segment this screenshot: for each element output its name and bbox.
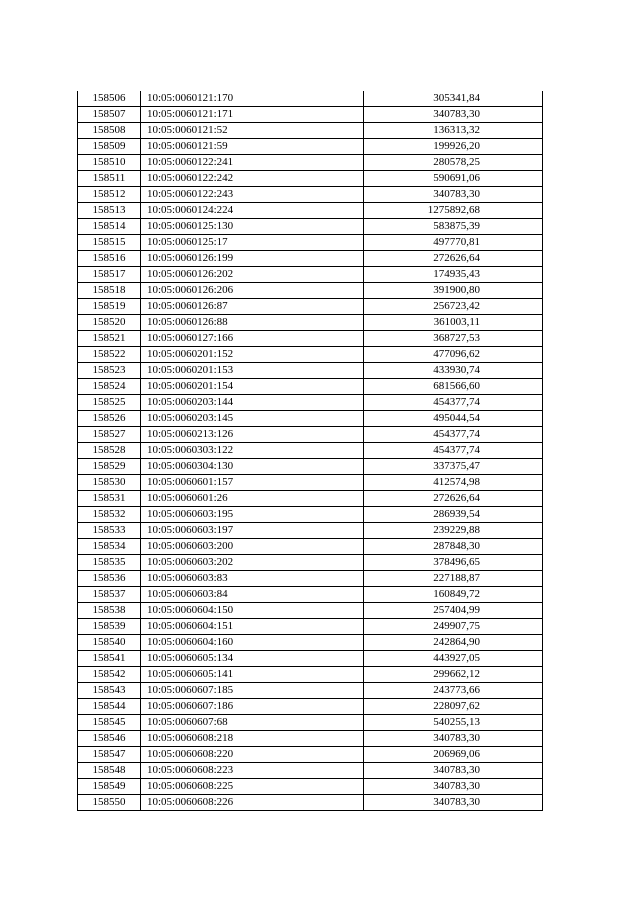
cadastral-value-cell: 340783,30 <box>364 795 543 811</box>
row-number-cell: 158517 <box>78 267 141 283</box>
cadastral-value-cell: 206969,06 <box>364 747 543 763</box>
cadastral-value-cell: 242864,90 <box>364 635 543 651</box>
table-row <box>78 315 543 331</box>
cadastral-value-cell: 495044,54 <box>364 411 543 427</box>
cadastral-value-cell: 681566,60 <box>364 379 543 395</box>
cadastral-number-cell: 10:05:0060604:160 <box>141 635 364 651</box>
row-number-cell: 158511 <box>78 171 141 187</box>
cadastral-number-cell: 10:05:0060126:88 <box>141 315 364 331</box>
table-row <box>78 203 543 219</box>
cadastral-number-cell: 10:05:0060603:84 <box>141 587 364 603</box>
cadastral-number-cell: 10:05:0060127:166 <box>141 331 364 347</box>
row-number-cell: 158516 <box>78 251 141 267</box>
cadastral-number-cell: 10:05:0060603:197 <box>141 523 364 539</box>
cadastral-value-cell: 160849,72 <box>364 587 543 603</box>
table-row <box>78 763 543 779</box>
table-row <box>78 347 543 363</box>
row-number-cell: 158527 <box>78 427 141 443</box>
cadastral-value-cell: 433930,74 <box>364 363 543 379</box>
table-row <box>78 427 543 443</box>
table-body <box>78 91 543 811</box>
cadastral-number-cell: 10:05:0060122:242 <box>141 171 364 187</box>
table-row <box>78 251 543 267</box>
cadastral-value-cell: 257404,99 <box>364 603 543 619</box>
row-number-cell: 158550 <box>78 795 141 811</box>
cadastral-number-cell: 10:05:0060603:83 <box>141 571 364 587</box>
cadastral-value-cell: 272626,64 <box>364 491 543 507</box>
cadastral-value-cell: 299662,12 <box>364 667 543 683</box>
row-number-cell: 158520 <box>78 315 141 331</box>
cadastral-value-cell: 287848,30 <box>364 539 543 555</box>
table-row <box>78 523 543 539</box>
row-number-cell: 158526 <box>78 411 141 427</box>
table-row <box>78 139 543 155</box>
cadastral-number-cell: 10:05:0060122:241 <box>141 155 364 171</box>
cadastral-value-cell: 239229,88 <box>364 523 543 539</box>
cadastral-number-cell: 10:05:0060126:87 <box>141 299 364 315</box>
cadastral-number-cell: 10:05:0060601:26 <box>141 491 364 507</box>
table-row <box>78 779 543 795</box>
cadastral-number-cell: 10:05:0060124:224 <box>141 203 364 219</box>
cadastral-value-cell: 340783,30 <box>364 763 543 779</box>
cadastral-value-cell: 412574,98 <box>364 475 543 491</box>
table-row <box>78 331 543 347</box>
row-number-cell: 158521 <box>78 331 141 347</box>
table-row <box>78 747 543 763</box>
row-number-cell: 158543 <box>78 683 141 699</box>
row-number-cell: 158528 <box>78 443 141 459</box>
table-row <box>78 411 543 427</box>
cadastral-value-cell: 199926,20 <box>364 139 543 155</box>
row-number-cell: 158525 <box>78 395 141 411</box>
cadastral-number-cell: 10:05:0060601:157 <box>141 475 364 491</box>
cadastral-value-cell: 256723,42 <box>364 299 543 315</box>
table-row <box>78 587 543 603</box>
cadastral-value-cell: 340783,30 <box>364 779 543 795</box>
cadastral-value-cell: 340783,30 <box>364 187 543 203</box>
row-number-cell: 158507 <box>78 107 141 123</box>
cadastral-value-cell: 227188,87 <box>364 571 543 587</box>
cadastral-number-cell: 10:05:0060125:17 <box>141 235 364 251</box>
cadastral-number-cell: 10:05:0060121:171 <box>141 107 364 123</box>
cadastral-number-cell: 10:05:0060203:145 <box>141 411 364 427</box>
table-row <box>78 459 543 475</box>
cadastral-value-cell: 286939,54 <box>364 507 543 523</box>
cadastral-value-cell: 454377,74 <box>364 443 543 459</box>
cadastral-number-cell: 10:05:0060126:206 <box>141 283 364 299</box>
row-number-cell: 158530 <box>78 475 141 491</box>
table-row <box>78 379 543 395</box>
table-row <box>78 299 543 315</box>
row-number-cell: 158509 <box>78 139 141 155</box>
row-number-cell: 158546 <box>78 731 141 747</box>
cadastral-number-cell: 10:05:0060126:202 <box>141 267 364 283</box>
table-row <box>78 683 543 699</box>
cadastral-number-cell: 10:05:0060121:170 <box>141 91 364 107</box>
cadastral-value-cell: 368727,53 <box>364 331 543 347</box>
cadastral-value-cell: 497770,81 <box>364 235 543 251</box>
cadastral-number-cell: 10:05:0060125:130 <box>141 219 364 235</box>
cadastral-value-cell: 228097,62 <box>364 699 543 715</box>
row-number-cell: 158522 <box>78 347 141 363</box>
cadastral-value-table <box>77 91 543 811</box>
table-row <box>78 363 543 379</box>
cadastral-value-cell: 337375,47 <box>364 459 543 475</box>
row-number-cell: 158542 <box>78 667 141 683</box>
row-number-cell: 158506 <box>78 91 141 107</box>
cadastral-value-cell: 340783,30 <box>364 731 543 747</box>
row-number-cell: 158539 <box>78 619 141 635</box>
row-number-cell: 158541 <box>78 651 141 667</box>
row-number-cell: 158531 <box>78 491 141 507</box>
row-number-cell: 158547 <box>78 747 141 763</box>
cadastral-number-cell: 10:05:0060608:220 <box>141 747 364 763</box>
cadastral-number-cell: 10:05:0060203:144 <box>141 395 364 411</box>
row-number-cell: 158533 <box>78 523 141 539</box>
row-number-cell: 158545 <box>78 715 141 731</box>
row-number-cell: 158537 <box>78 587 141 603</box>
cadastral-value-cell: 590691,06 <box>364 171 543 187</box>
cadastral-number-cell: 10:05:0060213:126 <box>141 427 364 443</box>
cadastral-number-cell: 10:05:0060607:185 <box>141 683 364 699</box>
cadastral-value-cell: 280578,25 <box>364 155 543 171</box>
cadastral-number-cell: 10:05:0060201:152 <box>141 347 364 363</box>
row-number-cell: 158535 <box>78 555 141 571</box>
table-row <box>78 603 543 619</box>
cadastral-number-cell: 10:05:0060121:52 <box>141 123 364 139</box>
table-row <box>78 507 543 523</box>
table-row <box>78 171 543 187</box>
cadastral-number-cell: 10:05:0060607:186 <box>141 699 364 715</box>
cadastral-number-cell: 10:05:0060121:59 <box>141 139 364 155</box>
cadastral-value-cell: 1275892,68 <box>364 203 543 219</box>
cadastral-value-cell: 454377,74 <box>364 427 543 443</box>
cadastral-number-cell: 10:05:0060608:226 <box>141 795 364 811</box>
row-number-cell: 158510 <box>78 155 141 171</box>
row-number-cell: 158523 <box>78 363 141 379</box>
cadastral-number-cell: 10:05:0060605:141 <box>141 667 364 683</box>
row-number-cell: 158529 <box>78 459 141 475</box>
cadastral-number-cell: 10:05:0060603:200 <box>141 539 364 555</box>
row-number-cell: 158508 <box>78 123 141 139</box>
table-row <box>78 619 543 635</box>
row-number-cell: 158549 <box>78 779 141 795</box>
cadastral-value-cell: 443927,05 <box>364 651 543 667</box>
table-row <box>78 267 543 283</box>
cadastral-value-cell: 174935,43 <box>364 267 543 283</box>
row-number-cell: 158538 <box>78 603 141 619</box>
table-row <box>78 571 543 587</box>
table-row <box>78 107 543 123</box>
cadastral-number-cell: 10:05:0060201:154 <box>141 379 364 395</box>
row-number-cell: 158513 <box>78 203 141 219</box>
cadastral-value-cell: 272626,64 <box>364 251 543 267</box>
table-row <box>78 555 543 571</box>
cadastral-value-cell: 249907,75 <box>364 619 543 635</box>
row-number-cell: 158544 <box>78 699 141 715</box>
table-row <box>78 187 543 203</box>
cadastral-value-cell: 378496,65 <box>364 555 543 571</box>
cadastral-number-cell: 10:05:0060604:150 <box>141 603 364 619</box>
cadastral-number-cell: 10:05:0060604:151 <box>141 619 364 635</box>
cadastral-value-cell: 477096,62 <box>364 347 543 363</box>
table-row <box>78 715 543 731</box>
cadastral-value-cell: 361003,11 <box>364 315 543 331</box>
table-row <box>78 539 543 555</box>
cadastral-number-cell: 10:05:0060605:134 <box>141 651 364 667</box>
row-number-cell: 158512 <box>78 187 141 203</box>
row-number-cell: 158536 <box>78 571 141 587</box>
cadastral-number-cell: 10:05:0060607:68 <box>141 715 364 731</box>
table-row <box>78 635 543 651</box>
table-row <box>78 219 543 235</box>
cadastral-number-cell: 10:05:0060304:130 <box>141 459 364 475</box>
table-row <box>78 699 543 715</box>
cadastral-value-cell: 243773,66 <box>364 683 543 699</box>
table-row <box>78 731 543 747</box>
cadastral-value-cell: 305341,84 <box>364 91 543 107</box>
table-row <box>78 651 543 667</box>
cadastral-number-cell: 10:05:0060608:218 <box>141 731 364 747</box>
cadastral-number-cell: 10:05:0060603:202 <box>141 555 364 571</box>
row-number-cell: 158515 <box>78 235 141 251</box>
row-number-cell: 158534 <box>78 539 141 555</box>
row-number-cell: 158514 <box>78 219 141 235</box>
table-row <box>78 443 543 459</box>
cadastral-value-cell: 454377,74 <box>364 395 543 411</box>
table-row <box>78 235 543 251</box>
cadastral-value-cell: 583875,39 <box>364 219 543 235</box>
cadastral-value-cell: 136313,32 <box>364 123 543 139</box>
cadastral-number-cell: 10:05:0060126:199 <box>141 251 364 267</box>
table-row <box>78 667 543 683</box>
table-row <box>78 475 543 491</box>
cadastral-number-cell: 10:05:0060201:153 <box>141 363 364 379</box>
row-number-cell: 158524 <box>78 379 141 395</box>
cadastral-number-cell: 10:05:0060122:243 <box>141 187 364 203</box>
cadastral-value-cell: 540255,13 <box>364 715 543 731</box>
table-row <box>78 795 543 811</box>
cadastral-number-cell: 10:05:0060608:225 <box>141 779 364 795</box>
cadastral-value-cell: 391900,80 <box>364 283 543 299</box>
table-row <box>78 123 543 139</box>
cadastral-number-cell: 10:05:0060303:122 <box>141 443 364 459</box>
table-row <box>78 283 543 299</box>
cadastral-value-cell: 340783,30 <box>364 107 543 123</box>
cadastral-number-cell: 10:05:0060608:223 <box>141 763 364 779</box>
table-row <box>78 155 543 171</box>
table-row <box>78 491 543 507</box>
row-number-cell: 158519 <box>78 299 141 315</box>
row-number-cell: 158548 <box>78 763 141 779</box>
cadastral-number-cell: 10:05:0060603:195 <box>141 507 364 523</box>
row-number-cell: 158532 <box>78 507 141 523</box>
row-number-cell: 158518 <box>78 283 141 299</box>
table-row <box>78 395 543 411</box>
table-row <box>78 91 543 107</box>
row-number-cell: 158540 <box>78 635 141 651</box>
